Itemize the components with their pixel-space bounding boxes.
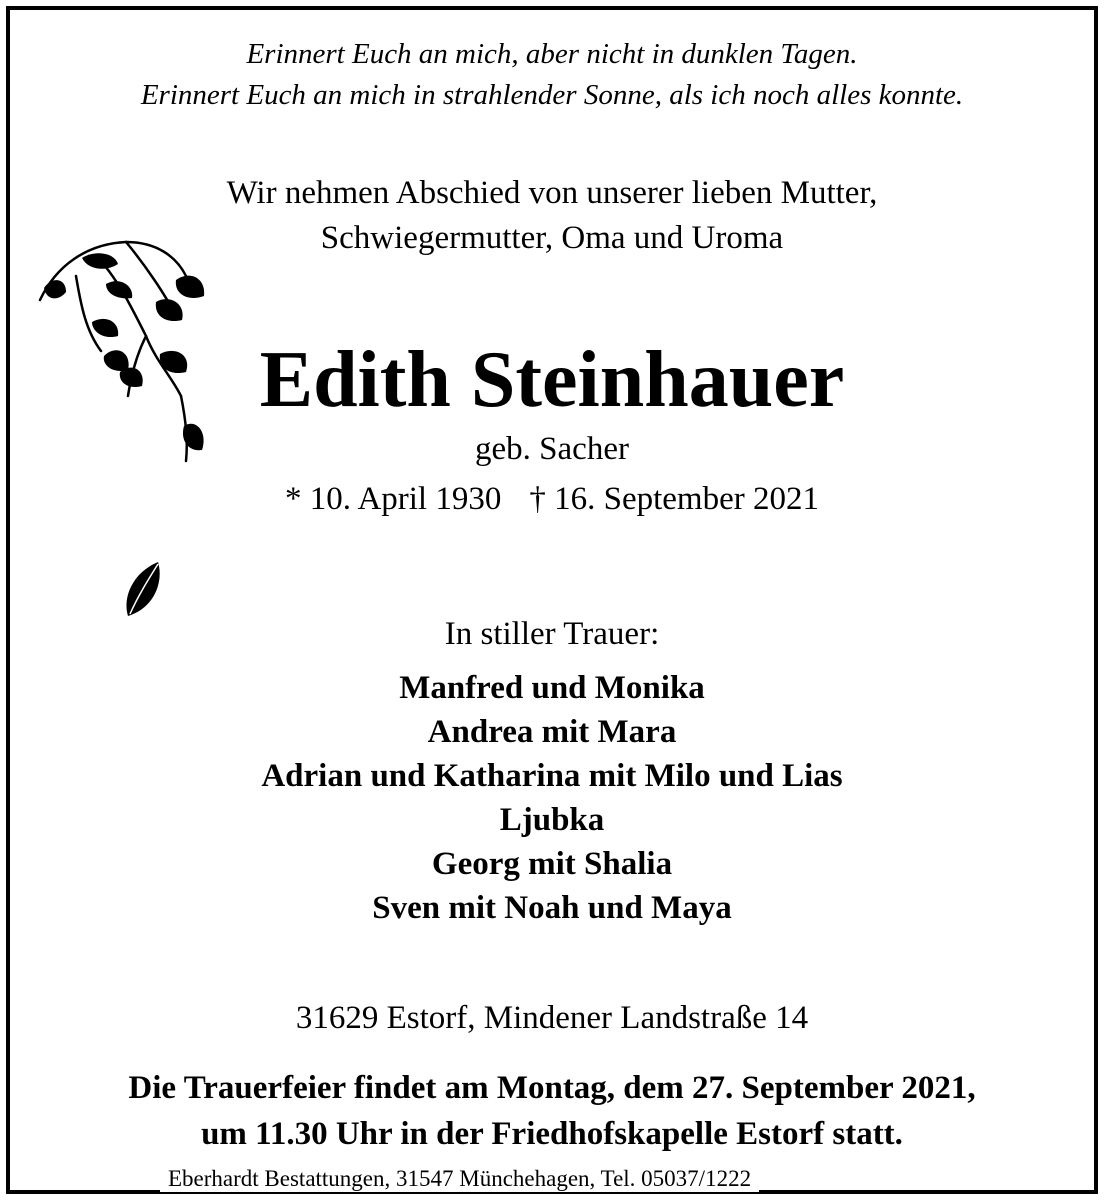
- undertaker-footer: Eberhardt Bestattungen, 31547 Münchehagen, Tel. 05037/1222: [160, 1166, 759, 1192]
- life-dates: [0, 481, 1104, 518]
- address: 31629 Estorf, Mindener Landstraße 14: [295, 1000, 809, 1036]
- mourner-name: Andrea mit Mara: [427, 714, 677, 750]
- mourner-name: Georg mit Shalia: [431, 846, 673, 882]
- quote-line-1: Erinnert Euch an mich, aber nicht in dunklen Tagen.: [246, 38, 858, 70]
- mourner-name: Adrian und Katharina mit Milo und Lias: [261, 758, 843, 794]
- funeral-line-2: um 11.30 Uhr in der Friedhofskapelle Estorf statt.: [201, 1116, 903, 1152]
- birth-date: * 10. April 1930: [285, 481, 502, 517]
- deceased-name: Edith Steinhauer: [259, 336, 845, 424]
- mourner-name: Sven mit Noah und Maya: [372, 890, 732, 926]
- intro-line-1: Wir nehmen Abschied von unserer lieben Mutter,: [226, 175, 878, 211]
- funeral-line-1: Die Trauerfeier findet am Montag, dem 27. September 2021,: [128, 1070, 976, 1106]
- mourner-name: Manfred und Monika: [399, 670, 705, 706]
- birth-name: geb. Sacher: [475, 431, 629, 467]
- mourners-heading: In stiller Trauer:: [444, 616, 660, 652]
- death-date: † 16. September 2021: [529, 481, 819, 517]
- intro-line-2: Schwiegermutter, Oma und Uroma: [320, 220, 784, 256]
- quote-line-2: Erinnert Euch an mich in strahlender Sonne, als ich noch alles konnte.: [140, 79, 964, 111]
- mourner-name: Ljubka: [499, 802, 605, 838]
